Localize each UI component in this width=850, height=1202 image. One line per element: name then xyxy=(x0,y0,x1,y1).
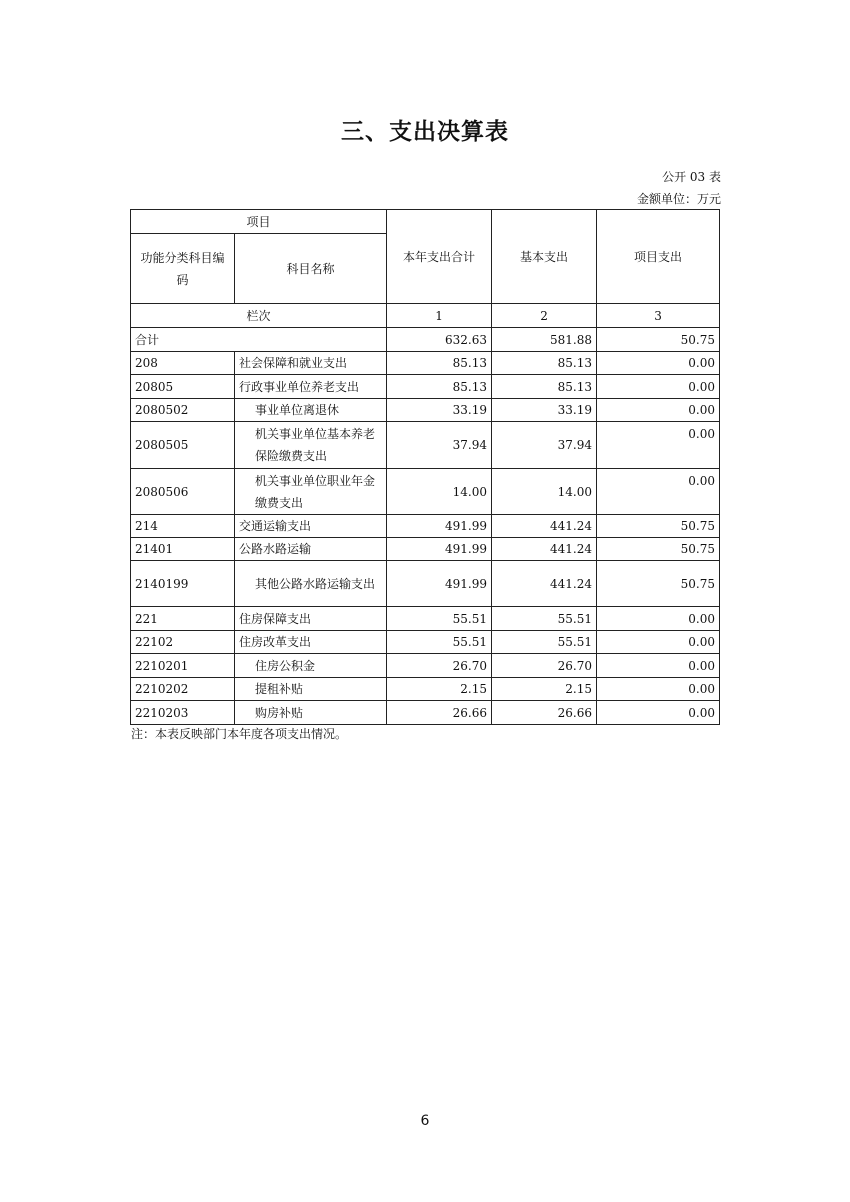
total-label: 合计 xyxy=(131,328,387,352)
amount: 50.75 xyxy=(597,515,720,538)
total-value: 632.63 xyxy=(387,328,492,352)
amount: 85.13 xyxy=(387,352,492,375)
header-row xyxy=(131,210,720,234)
amount: 26.70 xyxy=(387,654,492,678)
function-code: 2210203 xyxy=(131,701,235,725)
function-code: 22102 xyxy=(131,631,235,654)
amount: 37.94 xyxy=(387,422,492,469)
column-number: 2 xyxy=(492,304,597,328)
amount: 55.51 xyxy=(387,631,492,654)
function-code: 21401 xyxy=(131,538,235,561)
table-row xyxy=(131,561,720,607)
subject-name: 交通运输支出 xyxy=(235,515,387,538)
amount: 491.99 xyxy=(387,561,492,607)
amount: 55.51 xyxy=(492,631,597,654)
function-code: 2210201 xyxy=(131,654,235,678)
subject-name: 机关事业单位职业年金缴费支出 xyxy=(235,469,387,515)
amount: 26.70 xyxy=(492,654,597,678)
amount: 26.66 xyxy=(387,701,492,725)
amount: 85.13 xyxy=(387,375,492,399)
table-row xyxy=(131,654,720,678)
table-row xyxy=(131,538,720,561)
header-project-expenditure: 项目支出 xyxy=(597,210,720,304)
amount: 491.99 xyxy=(387,515,492,538)
page-title: 三、支出决算表 xyxy=(341,119,509,145)
amount-unit: 金额单位：万元 xyxy=(636,192,721,206)
table-row xyxy=(131,469,720,515)
subject-name: 住房保障支出 xyxy=(235,607,387,631)
amount: 0.00 xyxy=(597,654,720,678)
amount: 33.19 xyxy=(387,399,492,422)
amount: 0.00 xyxy=(597,607,720,631)
amount: 26.66 xyxy=(492,701,597,725)
function-code: 2080505 xyxy=(131,422,235,469)
function-code: 2080506 xyxy=(131,469,235,515)
amount: 491.99 xyxy=(387,538,492,561)
header-subject-name: 科目名称 xyxy=(235,234,387,304)
header-basic-expenditure: 基本支出 xyxy=(492,210,597,304)
total-row xyxy=(131,328,720,352)
amount: 14.00 xyxy=(387,469,492,515)
amount: 441.24 xyxy=(492,561,597,607)
table-row xyxy=(131,375,720,399)
table-row xyxy=(131,678,720,701)
table-row xyxy=(131,631,720,654)
amount: 50.75 xyxy=(597,538,720,561)
function-code: 208 xyxy=(131,352,235,375)
amount: 85.13 xyxy=(492,352,597,375)
amount: 441.24 xyxy=(492,538,597,561)
amount: 85.13 xyxy=(492,375,597,399)
amount: 0.00 xyxy=(597,375,720,399)
table-note: 注：本表反映部门本年度各项支出情况。 xyxy=(131,727,348,741)
table-row xyxy=(131,399,720,422)
amount: 37.94 xyxy=(492,422,597,469)
amount: 441.24 xyxy=(492,515,597,538)
table-row xyxy=(131,701,720,725)
table-row xyxy=(131,352,720,375)
function-code: 214 xyxy=(131,515,235,538)
subject-name: 其他公路水路运输支出 xyxy=(235,561,387,607)
amount: 33.19 xyxy=(492,399,597,422)
expenditure-table xyxy=(130,209,720,725)
subject-name: 购房补贴 xyxy=(235,701,387,725)
amount: 0.00 xyxy=(597,469,720,515)
function-code: 2080502 xyxy=(131,399,235,422)
function-code: 20805 xyxy=(131,375,235,399)
amount: 2.15 xyxy=(492,678,597,701)
amount: 55.51 xyxy=(492,607,597,631)
subject-name: 公路水路运输 xyxy=(235,538,387,561)
page-number: 6 xyxy=(420,1113,430,1129)
subject-name: 住房改革支出 xyxy=(235,631,387,654)
column-number: 3 xyxy=(597,304,720,328)
amount: 0.00 xyxy=(597,631,720,654)
form-number: 公开 03 表 xyxy=(662,170,721,184)
amount: 55.51 xyxy=(387,607,492,631)
subject-name: 机关事业单位基本养老保险缴费支出 xyxy=(235,422,387,469)
function-code: 221 xyxy=(131,607,235,631)
amount: 0.00 xyxy=(597,701,720,725)
amount: 0.00 xyxy=(597,399,720,422)
subject-name: 事业单位离退休 xyxy=(235,399,387,422)
subject-name: 住房公积金 xyxy=(235,654,387,678)
header-item: 项目 xyxy=(131,210,387,234)
total-value: 50.75 xyxy=(597,328,720,352)
function-code: 2210202 xyxy=(131,678,235,701)
header-total-expenditure: 本年支出合计 xyxy=(387,210,492,304)
header-function-code: 功能分类科目编码 xyxy=(131,234,235,304)
subject-name: 社会保障和就业支出 xyxy=(235,352,387,375)
amount: 0.00 xyxy=(597,678,720,701)
function-code: 2140199 xyxy=(131,561,235,607)
subject-name: 行政事业单位养老支出 xyxy=(235,375,387,399)
amount: 0.00 xyxy=(597,352,720,375)
amount: 2.15 xyxy=(387,678,492,701)
column-number-row xyxy=(131,304,720,328)
amount: 0.00 xyxy=(597,422,720,469)
table-row xyxy=(131,515,720,538)
table-row xyxy=(131,422,720,469)
table-row xyxy=(131,607,720,631)
column-number: 1 xyxy=(387,304,492,328)
lanci-label: 栏次 xyxy=(131,304,387,328)
amount: 50.75 xyxy=(597,561,720,607)
subject-name: 提租补贴 xyxy=(235,678,387,701)
amount: 14.00 xyxy=(492,469,597,515)
total-value: 581.88 xyxy=(492,328,597,352)
